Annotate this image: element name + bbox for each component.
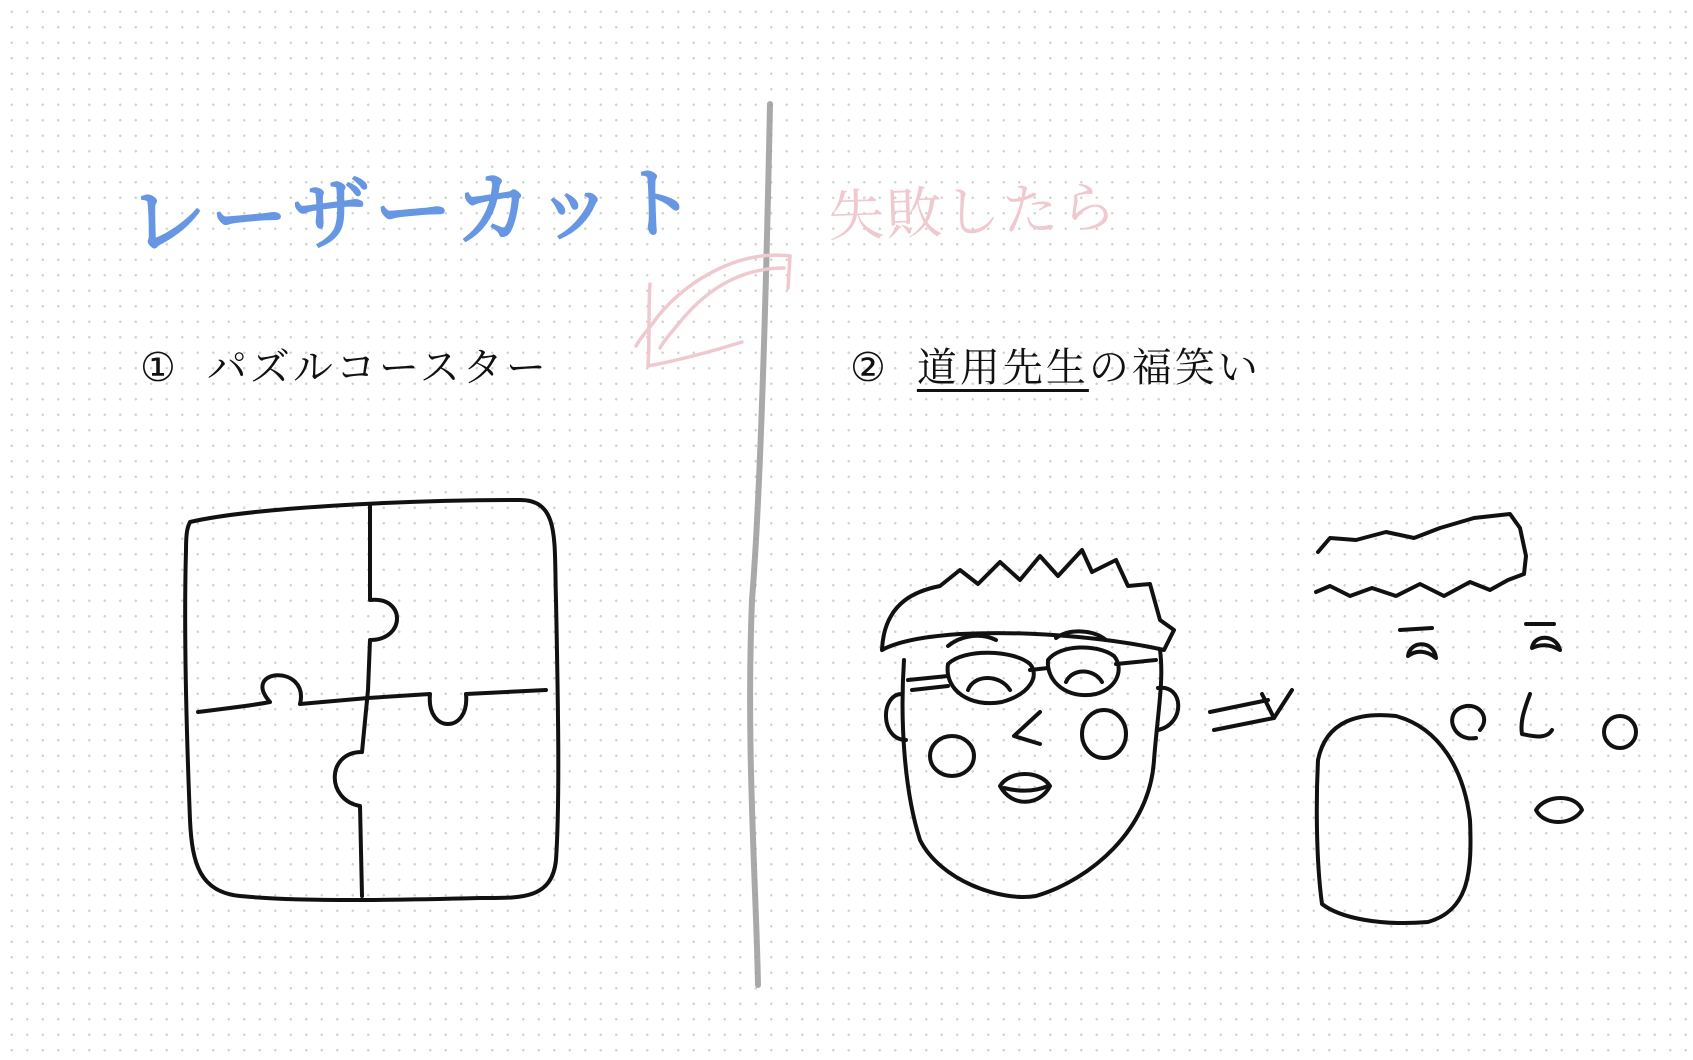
puzzle-coaster-drawing [185, 500, 558, 900]
item-2-label-prefix: 道用先生 [916, 345, 1089, 391]
item-2-number: ② [850, 345, 889, 391]
left-eyebrow [948, 636, 996, 646]
glasses-bridge [1030, 668, 1048, 670]
implies-arrow-icon [1210, 690, 1292, 730]
separated-left-cheek [1452, 706, 1484, 739]
separated-right-cheek [1604, 716, 1636, 748]
item-2-label-suffix: の福笑い [1088, 345, 1261, 391]
separated-nose [1521, 694, 1552, 737]
right-eye [1066, 672, 1102, 683]
separated-left-eyebrow [1400, 628, 1432, 630]
left-cheek [930, 736, 974, 776]
separated-lips [1536, 798, 1582, 822]
separated-hair [1316, 514, 1526, 596]
separated-left-eye [1408, 644, 1436, 658]
vertical-divider-line [750, 104, 770, 985]
title-laser-cut: レーザーカット [126, 158, 702, 268]
nose [1014, 712, 1040, 744]
separated-right-eye [1532, 638, 1560, 650]
failure-note: 失敗したら [827, 174, 1120, 251]
left-eye [968, 678, 1010, 690]
glasses-temple-right [1116, 660, 1156, 664]
glasses-temple-left [908, 676, 948, 690]
item-1-label: パズルコースター [206, 345, 549, 391]
puzzle-horizontal-cut [198, 675, 546, 724]
right-cheek [1082, 710, 1126, 758]
hair [882, 550, 1174, 650]
lips [1000, 774, 1050, 802]
item-1-number: ① [140, 345, 179, 391]
teacher-face-drawing [882, 550, 1178, 897]
fukuwarai-parts [1316, 514, 1636, 923]
blank-face-outline [1317, 715, 1471, 923]
